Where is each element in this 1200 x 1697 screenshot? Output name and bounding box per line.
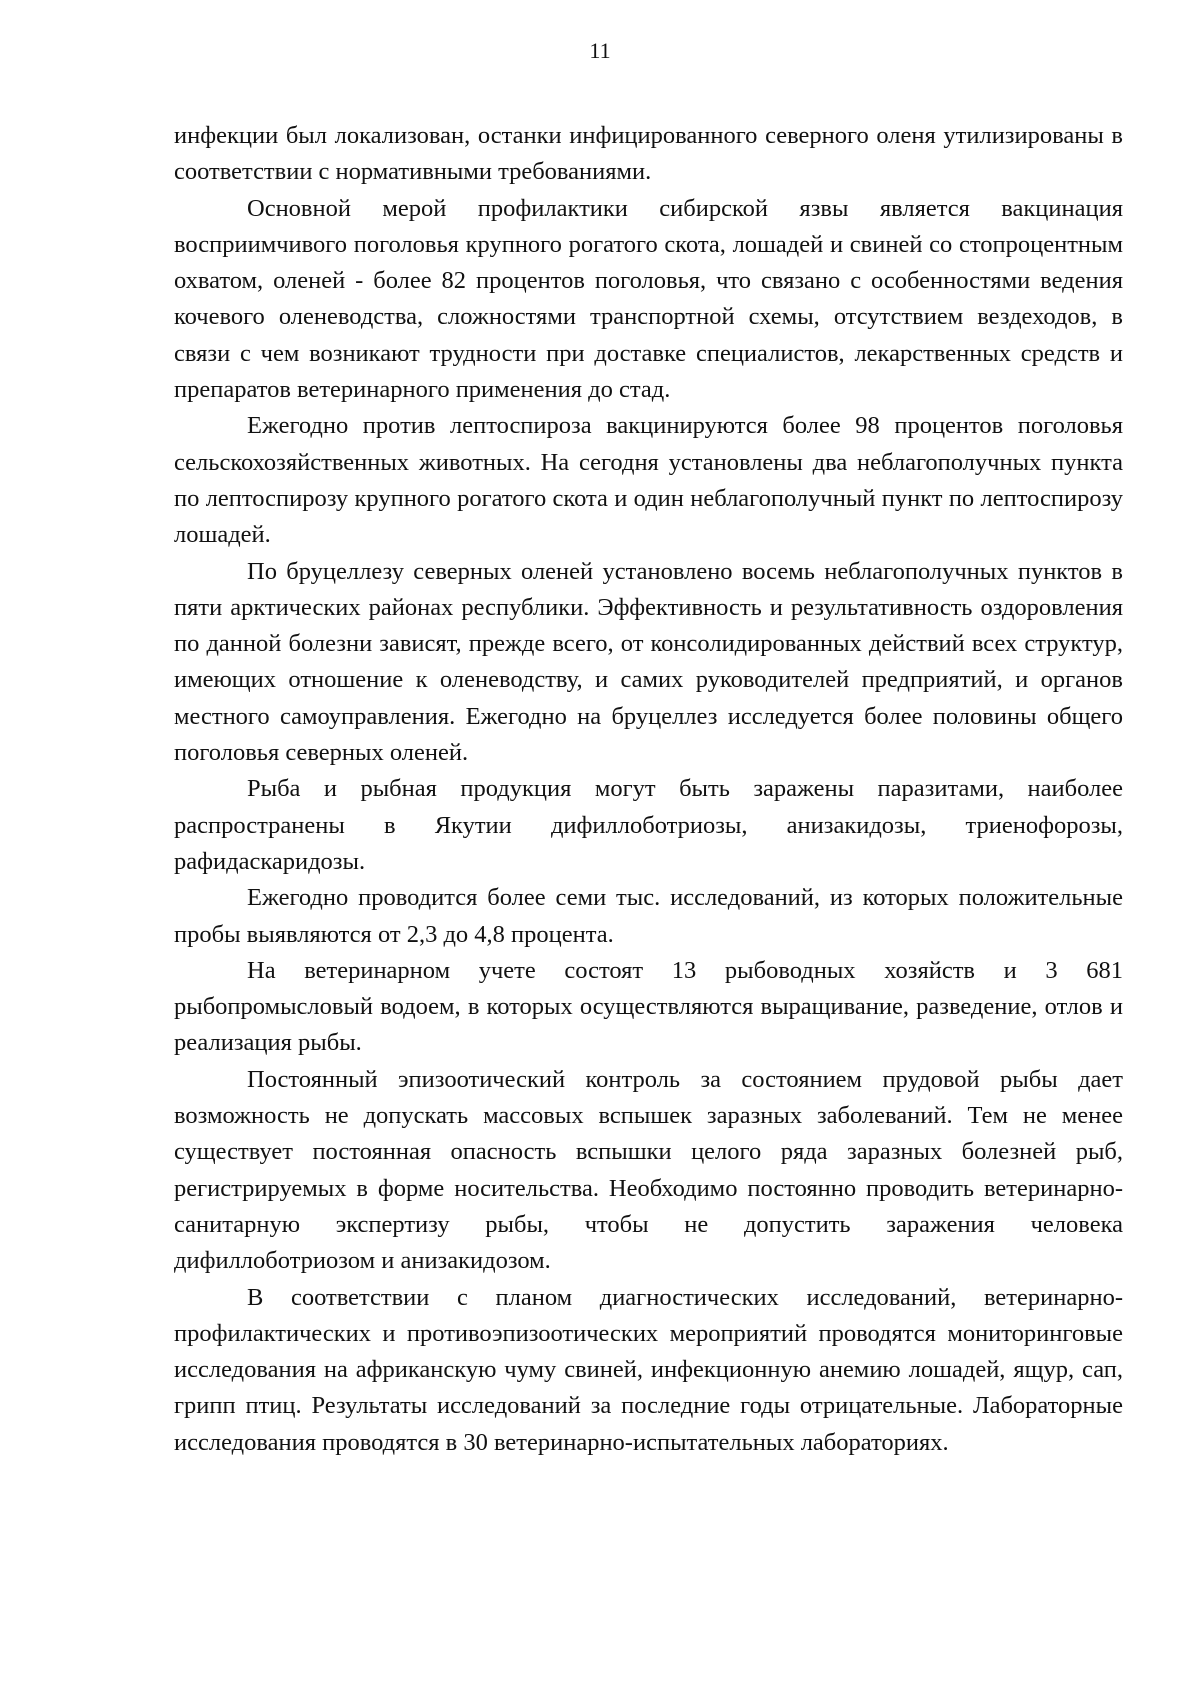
page-number: 11 — [589, 38, 611, 63]
paragraph-continued: инфекции был локализован, останки инфицированного северного оленя утилизированы в соответствии с нормативными требованиями. — [174, 122, 1123, 186]
paragraph-fish-studies: Ежегодно проводится более семи тыс. исследований, из которых положительные пробы выявляются от 2,3 до 4,8 процента. — [174, 884, 1123, 948]
paragraph-anthrax-vaccination: Основной мерой профилактики сибирской язвы является вакцинация восприимчивого поголовья крупного рогатого скота, лошадей и свиней со стопроцентным охватом, оленей - более 82 процентов поголовья, что связано с особенностями ведения кочевого оленеводства, сложностями транспортной схемы, отсутствием вездеходов, в связи с чем возникают трудности при доставке специалистов, лекарственных средств и препаратов ветеринарного применения до стад. — [174, 194, 1123, 404]
paragraph-pond-fish-control: Постоянный эпизоотический контроль за состоянием прудовой рыбы дает возможность не допускать массовых вспышек заразных заболеваний. Тем не менее существует постоянная опасность вспышки целого ряда заразных болезней рыб, регистрируемых в форме носительства. Необходимо постоянно проводить ветеринарно-санитарную экспертизу рыбы, чтобы не допустить заражения человека дифиллоботриозом и анизакидозом. — [174, 1065, 1123, 1275]
paragraph-monitoring-studies: В соответствии с планом диагностических исследований, ветеринарно-профилактических и противоэпизоотических мероприятий проводятся мониторинговые исследования на африканскую чуму свиней, инфекционную анемию лошадей, ящур, сап, грипп птиц. Результаты исследований за последние годы отрицательные. Лабораторные исследования проводятся в 30 ветеринарно-испытательных лабораториях. — [174, 1283, 1123, 1456]
paragraph-leptospirosis: Ежегодно против лептоспироза вакцинируются более 98 процентов поголовья сельскохозяйственных животных. На сегодня установлены два неблагополучных пункта по лептоспирозу крупного рогатого скота и один неблагополучный пункт по лептоспирозу лошадей. — [174, 412, 1123, 549]
paragraph-fish-farms: На ветеринарном учете состоят 13 рыбоводных хозяйств и 3 681 рыбопромысловый водоем, в которых осуществляются выращивание, разведение, отлов и реализация рыбы. — [174, 956, 1123, 1057]
document-body — [174, 118, 1123, 1461]
paragraph-fish-parasites: Рыба и рыбная продукция могут быть заражены паразитами, наиболее распространены в Якутии дифиллоботриозы, анизакидозы, триенофорозы, рафидаскаридозы. — [174, 775, 1123, 875]
paragraph-brucellosis: По бруцеллезу северных оленей установлено восемь неблагополучных пунктов в пяти арктических районах республики. Эффективность и результативность оздоровления по данной болезни зависят, прежде всего, от консолидированных действий всех структур, имеющих отношение к оленеводству, и самих руководителей предприятий, и органов местного самоуправления. Ежегодно на бруцеллез исследуется более половины общего поголовья северных оленей. — [174, 557, 1123, 767]
